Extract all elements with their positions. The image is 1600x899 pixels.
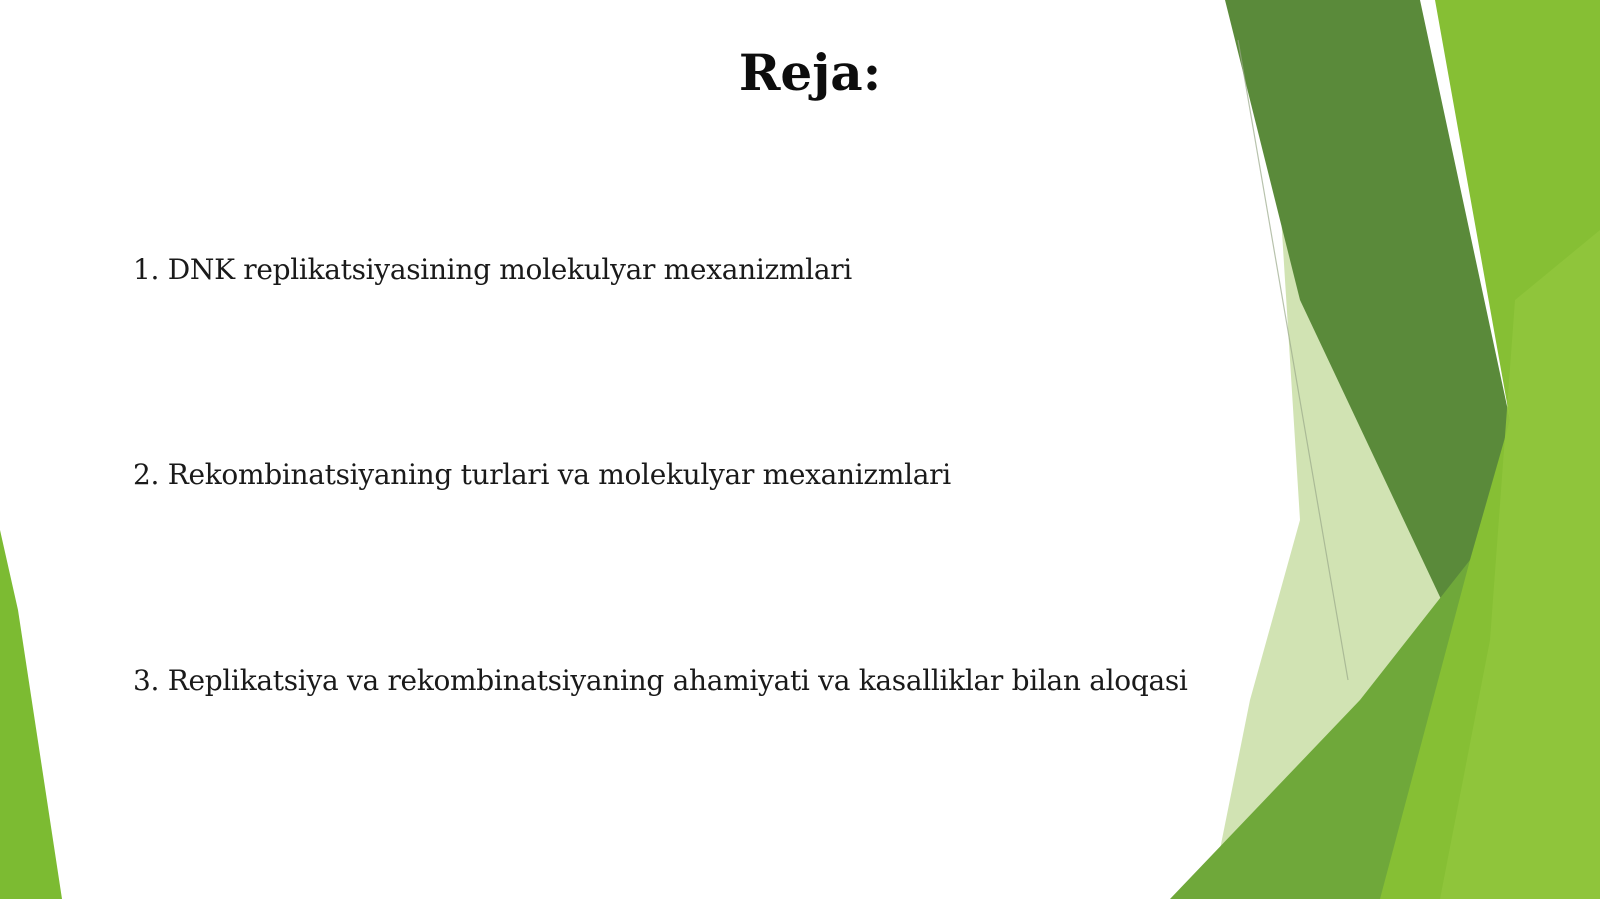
plan-item-1: 1. DNK replikatsiyasining molekulyar mexanizmlari xyxy=(133,253,852,286)
plan-item-2: 2. Rekombinatsiyaning turlari va molekulyar mexanizmlari xyxy=(133,458,951,491)
plan-item-3: 3. Replikatsiya va rekombinatsiyaning ahamiyati va kasalliklar bilan aloqasi xyxy=(133,664,1188,697)
left-green-shape xyxy=(0,530,62,899)
slide-title: Reja: xyxy=(738,43,882,102)
